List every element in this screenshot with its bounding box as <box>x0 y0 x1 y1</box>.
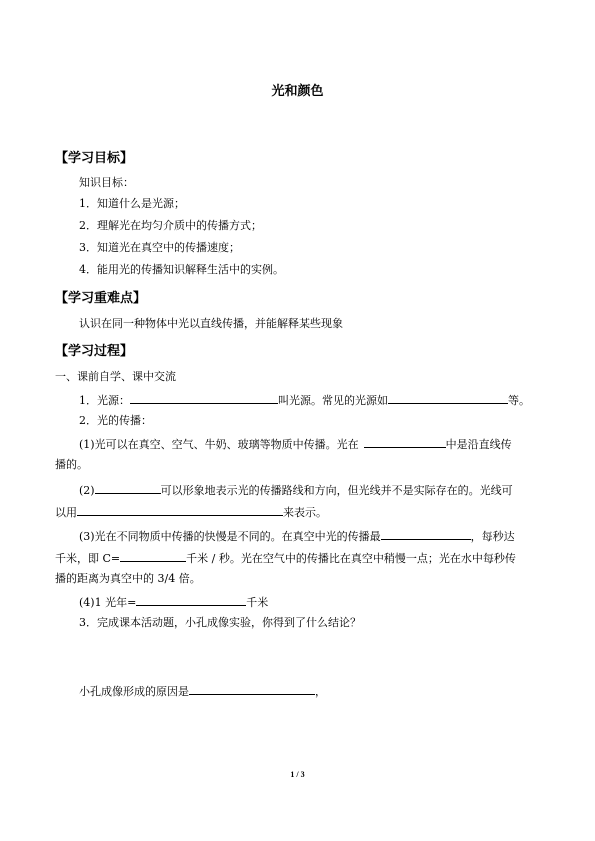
q2-3-line3: 播的距离为真空中的 3/4 倍。 <box>55 572 201 585</box>
q2-3-text-d: 千米 / 秒。光在空气中的传播比在真空中稍慢一点；光在水中每秒传 <box>186 552 516 565</box>
q2-1-blank-medium[interactable] <box>364 436 446 448</box>
q1-blank-examples[interactable] <box>388 392 508 404</box>
pinhole-blank-reason[interactable] <box>189 683 315 695</box>
question-1 <box>79 392 530 408</box>
q2-1-line1 <box>79 436 512 452</box>
q2-2-blank-ray[interactable] <box>95 482 161 494</box>
goal-item-3: 3．知道光在真空中的传播速度； <box>79 241 240 254</box>
q2-2-text-d: 来表示。 <box>283 506 327 519</box>
process-part1: 一、课前自学、课中交流 <box>55 370 176 383</box>
q2-4-text-a: (4)1 光年= <box>79 596 137 609</box>
q2-1-text-a: (1)光可以在真空、空气、牛奶、玻璃等物质中传播。光在 <box>79 438 359 451</box>
q2-1-text-b: 中是沿直线传 <box>445 438 512 451</box>
question-3: 3．完成课本活动题，小孔成像实验，你得到了什么结论？ <box>79 616 361 629</box>
q2-2-text-a: (2) <box>79 484 95 497</box>
pinhole-prefix: 小孔成像形成的原因是 <box>79 685 189 698</box>
q1-blank-definition[interactable] <box>130 392 278 404</box>
q2-2-text-b: 可以形象地表示光的传播路线和方向，但光线并不是实际存在的。光线可 <box>160 484 513 497</box>
q1-prefix: 1．光源： <box>79 394 130 407</box>
goal-item-4: 4．能用光的传播知识解释生活中的实例。 <box>79 263 284 276</box>
key-points-text: 认识在同一种物体中光以直线传播，并能解释某些现象 <box>79 317 343 330</box>
goal-item-2: 2．理解光在均匀介质中的传播方式； <box>79 219 262 232</box>
q2-2-text-c: 以用 <box>55 506 77 519</box>
q2-2-line2 <box>55 504 327 520</box>
question-2: 2．光的传播： <box>79 414 152 427</box>
q2-4-line <box>79 594 268 610</box>
q2-2-blank-representation[interactable] <box>77 504 283 516</box>
q2-1-line2: 播的。 <box>55 458 88 471</box>
goals-intro: 知识目标： <box>79 176 134 189</box>
q2-3-text-b: ，每秒达 <box>470 530 515 543</box>
section-heading-key-points: 【学习重难点】 <box>55 291 147 306</box>
q2-3-text-a: (3)光在不同物质中传播的快慢是不同的。在真空中光的传播最 <box>79 530 381 543</box>
q2-4-text-b: 千米 <box>246 596 269 609</box>
q2-3-text-c: 千米，即 C= <box>55 552 121 565</box>
section-heading-process: 【学习过程】 <box>55 344 134 359</box>
pinhole-end: ， <box>315 685 326 698</box>
q1-end: 等。 <box>508 394 530 407</box>
pinhole-conclusion <box>79 683 326 699</box>
q1-mid: 叫光源。常见的光源如 <box>278 394 388 407</box>
goal-item-1: 1．知道什么是光源； <box>79 197 185 210</box>
q2-3-line1 <box>79 528 515 544</box>
q2-3-blank-speed[interactable] <box>120 550 186 562</box>
q2-3-line2 <box>55 550 516 566</box>
q2-3-blank-fastest[interactable] <box>381 528 471 540</box>
section-heading-goals: 【学习目标】 <box>55 151 134 166</box>
page-title: 光和颜色 <box>271 84 324 99</box>
q2-4-blank-light-year[interactable] <box>136 594 246 606</box>
q2-2-line1 <box>79 482 513 498</box>
page-number: 1 / 3 <box>290 770 305 779</box>
